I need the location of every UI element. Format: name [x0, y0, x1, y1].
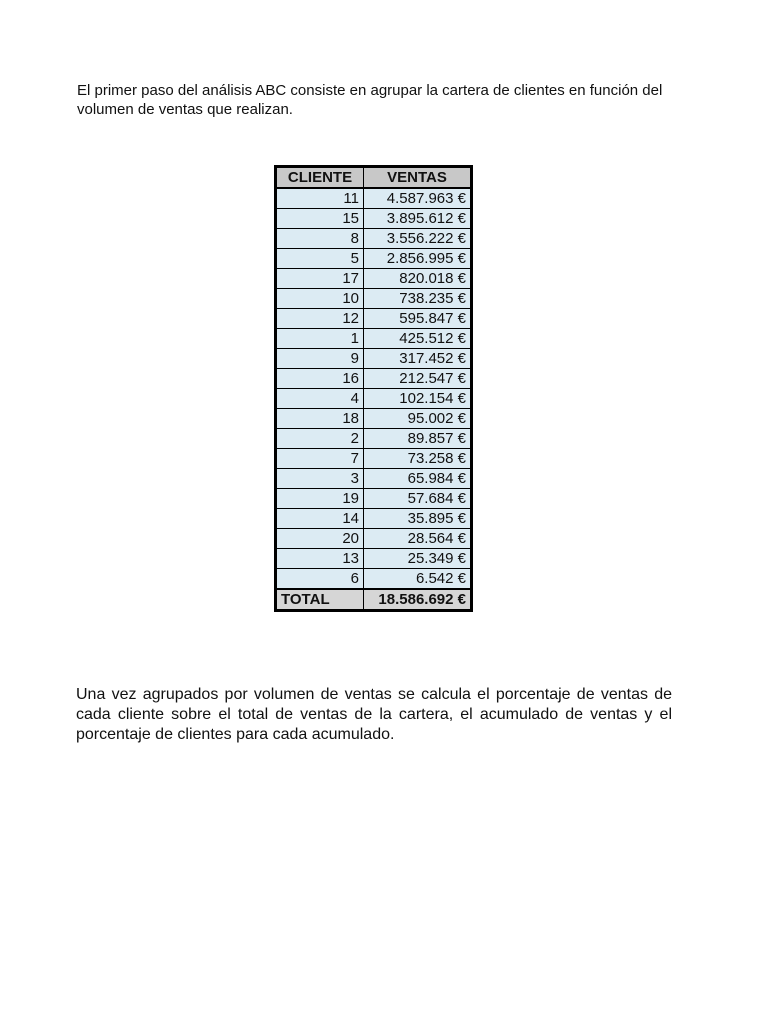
table-row — [277, 469, 471, 489]
client-cell: 1 — [277, 329, 364, 349]
client-cell: 13 — [277, 549, 364, 569]
table-row — [277, 309, 471, 329]
sales-cell: 25.349 € — [364, 549, 471, 569]
table-header-row — [277, 168, 471, 189]
sales-cell: 35.895 € — [364, 509, 471, 529]
sales-cell: 4.587.963 € — [364, 188, 471, 209]
sales-cell: 3.556.222 € — [364, 229, 471, 249]
sales-cell: 2.856.995 € — [364, 249, 471, 269]
sales-cell: 6.542 € — [364, 569, 471, 590]
table-row — [277, 489, 471, 509]
table-row — [277, 389, 471, 409]
table-row — [277, 349, 471, 369]
table-row — [277, 509, 471, 529]
client-cell: 15 — [277, 209, 364, 229]
total-row — [277, 589, 471, 610]
sales-cell: 317.452 € — [364, 349, 471, 369]
sales-cell: 738.235 € — [364, 289, 471, 309]
table-row — [277, 449, 471, 469]
client-cell: 11 — [277, 188, 364, 209]
client-cell: 9 — [277, 349, 364, 369]
sales-cell: 28.564 € — [364, 529, 471, 549]
sales-cell: 65.984 € — [364, 469, 471, 489]
table-row — [277, 549, 471, 569]
sales-cell: 57.684 € — [364, 489, 471, 509]
table-row — [277, 409, 471, 429]
client-cell: 20 — [277, 529, 364, 549]
client-cell: 19 — [277, 489, 364, 509]
client-cell: 16 — [277, 369, 364, 389]
table-row — [277, 529, 471, 549]
table-row — [277, 369, 471, 389]
sales-cell: 89.857 € — [364, 429, 471, 449]
sales-column-header: VENTAS — [364, 168, 471, 189]
client-cell: 14 — [277, 509, 364, 529]
client-cell: 10 — [277, 289, 364, 309]
sales-cell: 3.895.612 € — [364, 209, 471, 229]
client-cell: 6 — [277, 569, 364, 590]
table-row — [277, 209, 471, 229]
client-cell: 17 — [277, 269, 364, 289]
client-cell: 2 — [277, 429, 364, 449]
client-cell: 4 — [277, 389, 364, 409]
client-cell: 5 — [277, 249, 364, 269]
sales-cell: 95.002 € — [364, 409, 471, 429]
client-cell: 8 — [277, 229, 364, 249]
client-column-header: CLIENTE — [277, 168, 364, 189]
table-row — [277, 429, 471, 449]
intro-paragraph: El primer paso del análisis ABC consiste en agrupar la cartera de clientes en función del volumen de ventas que realizan. — [77, 82, 663, 118]
sales-table — [276, 167, 471, 610]
client-cell: 3 — [277, 469, 364, 489]
sales-cell: 102.154 € — [364, 389, 471, 409]
sales-cell: 595.847 € — [364, 309, 471, 329]
table-body — [277, 188, 471, 610]
total-label: TOTAL — [277, 589, 364, 610]
explanation-paragraph: Una vez agrupados por volumen de ventas se calcula el porcentaje de ventas de cada cliente sobre el total de ventas de la cartera, el acumulado de ventas y el porcentaje de clientes para cada acumulado. — [76, 686, 672, 743]
table-row — [277, 569, 471, 590]
client-cell: 18 — [277, 409, 364, 429]
sales-cell: 212.547 € — [364, 369, 471, 389]
total-value: 18.586.692 € — [364, 589, 471, 610]
sales-cell: 425.512 € — [364, 329, 471, 349]
table-row — [277, 188, 471, 209]
table-row — [277, 289, 471, 309]
sales-cell: 820.018 € — [364, 269, 471, 289]
client-cell: 7 — [277, 449, 364, 469]
table-row — [277, 229, 471, 249]
sales-cell: 73.258 € — [364, 449, 471, 469]
table-row — [277, 329, 471, 349]
table-row — [277, 249, 471, 269]
table-row — [277, 269, 471, 289]
client-cell: 12 — [277, 309, 364, 329]
